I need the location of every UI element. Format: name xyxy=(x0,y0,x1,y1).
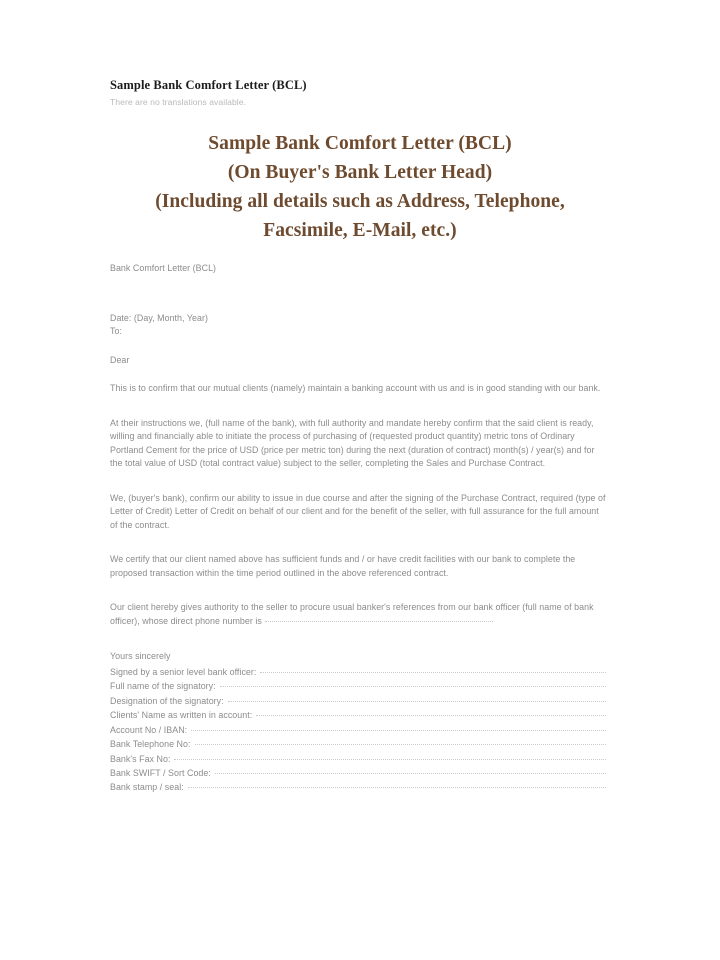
signature-row xyxy=(110,723,606,737)
article-title: Sample Bank Comfort Letter (BCL) xyxy=(110,78,307,92)
letter-title-line-1: Sample Bank Comfort Letter (BCL) xyxy=(208,133,512,154)
signature-field-fill-line[interactable] xyxy=(220,686,606,687)
signature-row xyxy=(110,766,606,780)
letter-title-block xyxy=(110,130,610,245)
signature-field-fill-line[interactable] xyxy=(191,730,606,731)
signature-field-label: Signed by a senior level bank officer: xyxy=(110,667,257,677)
signature-row xyxy=(110,665,606,679)
letter-paragraph-4: We certify that our client named above has sufficient funds and / or have credit facilities with our bank to complete the proposed transaction within the time period outlined in the above referenced contract. xyxy=(110,554,576,578)
letter-paragraph-1: This is to confirm that our mutual clients (namely) maintain a banking account with us and is in good standing with our bank. xyxy=(110,383,601,394)
signature-field-label: Account No / IBAN: xyxy=(110,724,188,735)
signature-row xyxy=(110,737,606,751)
signature-row xyxy=(110,679,606,693)
signature-field-label: Clients' Name as written in account: xyxy=(110,710,253,721)
letter-paragraph-3: We, (buyer's bank), confirm our ability to issue in due course and after the signing of the Purchase Contract, required (type of Letter of Credit) Letter of Credit on behalf of our client and for the benefit of the seller, with full assurance for the full amount of the contract. xyxy=(110,492,606,530)
signature-field-fill-line[interactable] xyxy=(174,759,606,760)
signature-field-fill-line[interactable] xyxy=(195,744,607,745)
letter-title-line-3: (Including all details such as Address, Telephone, xyxy=(155,190,565,212)
letter-title-line-4: Facsimile, E-Mail, etc.) xyxy=(263,219,457,241)
signature-field-fill-line[interactable] xyxy=(215,773,606,774)
signature-field-label: Bank stamp / seal: xyxy=(110,782,184,793)
article-header xyxy=(110,78,610,107)
signature-details-block xyxy=(110,665,606,795)
signature-field-fill-line[interactable] xyxy=(188,787,606,788)
signature-field-fill-line[interactable] xyxy=(256,715,606,716)
signature-field-fill-line[interactable] xyxy=(228,701,606,702)
letter-paragraph-5-text: Our client hereby gives authority to the seller to procure usual banker's references from our bank officer (full name of bank officer), whose direct phone number is xyxy=(110,602,594,626)
letter-to-line: To: xyxy=(110,326,122,337)
letter-paragraph-2: At their instructions we, (full name of the bank), with full authority and mandate hereby confirm that the said client is ready, willing and financially able to initiate the process of purchasing of (requested product quantity) metric tons of Ordinary Portland Cement for the price of USD (price per metric ton) during the next (duration of contract) month(s) / year(s) and for the total value of USD (total contract value) subject to the seller, completing the Sales and Purchase Contract. xyxy=(110,417,595,469)
signature-row xyxy=(110,708,606,722)
signature-row xyxy=(110,780,606,794)
letter-paragraph-5 xyxy=(110,601,606,628)
letter-date-line: Date: (Day, Month, Year) xyxy=(110,312,208,323)
letter-closing: Yours sincerely xyxy=(110,650,171,661)
translation-notice: There are no translations available. xyxy=(110,96,247,107)
signature-field-label: Bank Telephone No: xyxy=(110,739,191,750)
letter-salutation: Dear xyxy=(110,354,130,365)
signature-field-label: Full name of the signatory: xyxy=(110,681,216,692)
letter-body xyxy=(110,262,606,663)
phone-number-fill-line[interactable] xyxy=(265,621,493,622)
signature-row xyxy=(110,752,606,766)
signature-field-label: Bank's Fax No: xyxy=(110,753,171,764)
signature-field-label: Designation of the signatory: xyxy=(110,695,224,706)
letter-subject: Bank Comfort Letter (BCL) xyxy=(110,263,217,273)
letter-title-line-2: (On Buyer's Bank Letter Head) xyxy=(227,161,493,183)
signature-field-label: Bank SWIFT / Sort Code: xyxy=(110,767,211,778)
signature-field-fill-line[interactable] xyxy=(260,672,606,673)
signature-row xyxy=(110,694,606,708)
